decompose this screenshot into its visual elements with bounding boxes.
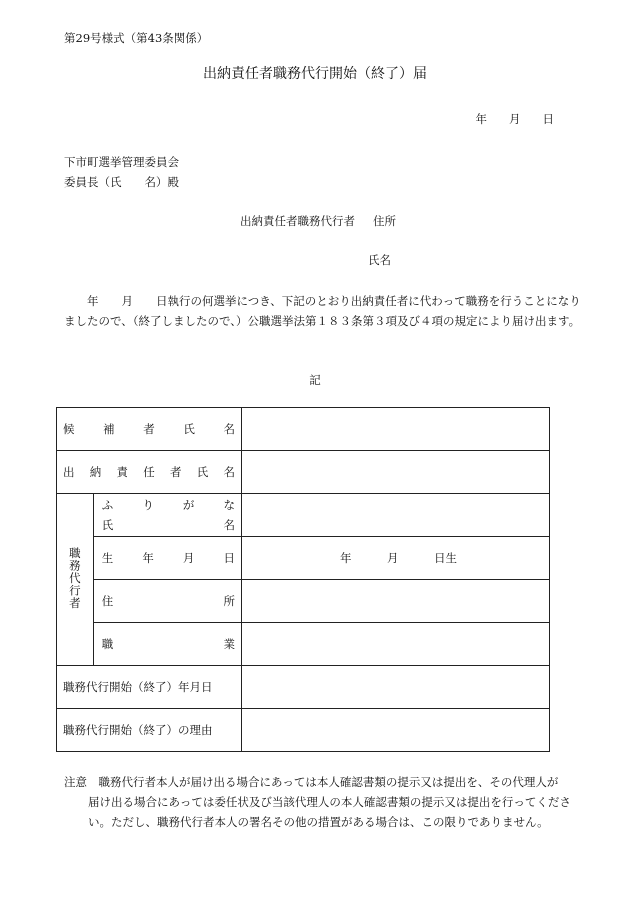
body-text: 年 月 日執行の何選挙につき、下記のとおり出納責任者に代わって職務を行うことになりましたので、（終了しましたので、）公職選挙法第１８３条第３項及び４項の規定により届け出ます。 bbox=[64, 294, 581, 328]
label-char: り bbox=[142, 498, 154, 512]
candidate-name-label bbox=[57, 408, 242, 451]
birthdate-value bbox=[242, 550, 549, 566]
note-line1: 注意 職務代行者本人が届け出る場合にあっては本人確認書類の提示又は提出を、その代理人が bbox=[64, 775, 559, 789]
date-year: 年 bbox=[475, 112, 487, 126]
label-char: 出 bbox=[63, 465, 75, 479]
justified-label bbox=[102, 636, 235, 652]
treasurer-name-field[interactable] bbox=[242, 451, 550, 494]
label-char: 任 bbox=[143, 465, 155, 479]
ki-heading: 記 bbox=[309, 373, 321, 387]
address-label bbox=[93, 580, 241, 623]
address-field[interactable] bbox=[242, 580, 550, 623]
proxy-address-label: 住所 bbox=[373, 214, 396, 228]
birth-year: 年 bbox=[340, 551, 352, 565]
start-end-reason-field[interactable] bbox=[242, 709, 550, 752]
birth-day: 日生 bbox=[434, 551, 457, 565]
label-char: 者 bbox=[143, 422, 155, 436]
label-char: 月 bbox=[182, 551, 195, 565]
proxy-group-label bbox=[57, 494, 94, 666]
label-char: 氏 bbox=[196, 465, 209, 479]
label-char: 氏 bbox=[101, 518, 114, 532]
label-char: 年 bbox=[142, 551, 154, 565]
label-char: 者 bbox=[170, 465, 182, 479]
table-row bbox=[57, 494, 550, 537]
note bbox=[64, 772, 584, 832]
date-day: 日 bbox=[542, 112, 554, 126]
label-char: 所 bbox=[223, 594, 235, 608]
justified-label bbox=[63, 421, 235, 437]
birthdate-field[interactable] bbox=[242, 537, 550, 580]
start-end-reason-label: 職務代行開始（終了）の理由 bbox=[57, 709, 242, 752]
proxy-label: 出納責任者職務代行者 bbox=[240, 214, 355, 228]
document-title: 出納責任者職務代行開始（終了）届 bbox=[203, 66, 427, 82]
date-month: 月 bbox=[509, 112, 521, 126]
start-end-date-field[interactable] bbox=[242, 666, 550, 709]
label-char: 職 bbox=[101, 637, 114, 651]
addressee bbox=[64, 152, 179, 192]
date-line bbox=[476, 111, 555, 127]
occupation-field[interactable] bbox=[242, 623, 550, 666]
label-char: が bbox=[182, 498, 195, 512]
start-end-date-label: 職務代行開始（終了）年月日 bbox=[57, 666, 242, 709]
label-char: 納 bbox=[89, 465, 102, 479]
furigana-name-label bbox=[93, 494, 241, 537]
proxy-line bbox=[240, 213, 396, 229]
label-char: ふ bbox=[101, 498, 114, 512]
form-number: 第29号様式（第43条関係） bbox=[64, 31, 209, 45]
table-row bbox=[57, 451, 550, 494]
label-char: 住 bbox=[101, 594, 114, 608]
furigana-name-field[interactable] bbox=[242, 494, 550, 537]
treasurer-name-label bbox=[57, 451, 242, 494]
justified-label bbox=[102, 550, 235, 566]
justified-label bbox=[63, 464, 235, 480]
label-char: 責 bbox=[116, 465, 128, 479]
justified-label bbox=[102, 495, 235, 515]
label-char: 候 bbox=[63, 422, 75, 436]
label-char: 日 bbox=[223, 551, 235, 565]
note-line2: 届け出る場合にあっては委任状及び当該代理人の本人確認書類の提示又は提出を行ってください。ただし、職務代行者本人の署名その他の措置がある場合は、この限りでありません。 bbox=[88, 795, 571, 829]
label-char: 氏 bbox=[183, 422, 195, 436]
label-char: 名 bbox=[223, 465, 235, 479]
label-char: 名 bbox=[223, 422, 235, 436]
label-char: 業 bbox=[223, 637, 235, 651]
table-row bbox=[57, 623, 550, 666]
table-row bbox=[57, 666, 550, 709]
label-char: 補 bbox=[103, 422, 115, 436]
table-row bbox=[57, 580, 550, 623]
justified-label bbox=[102, 593, 235, 609]
justified-label bbox=[102, 515, 235, 535]
occupation-label bbox=[93, 623, 241, 666]
label-char: な bbox=[223, 498, 235, 512]
form-table bbox=[56, 407, 550, 752]
addressee-chair: 委員長（氏 名）殿 bbox=[64, 175, 179, 189]
table-row bbox=[57, 709, 550, 752]
table-row bbox=[57, 537, 550, 580]
addressee-org: 下市町選挙管理委員会 bbox=[64, 155, 179, 169]
table-row bbox=[57, 408, 550, 451]
candidate-name-field[interactable] bbox=[242, 408, 550, 451]
proxy-name-label: 氏名 bbox=[368, 253, 391, 267]
label-char: 生 bbox=[101, 551, 114, 565]
birth-month: 月 bbox=[387, 551, 399, 565]
birthdate-label bbox=[93, 537, 241, 580]
label-char: 名 bbox=[223, 518, 235, 532]
proxy-group-text: 職務代行者 bbox=[67, 546, 82, 610]
